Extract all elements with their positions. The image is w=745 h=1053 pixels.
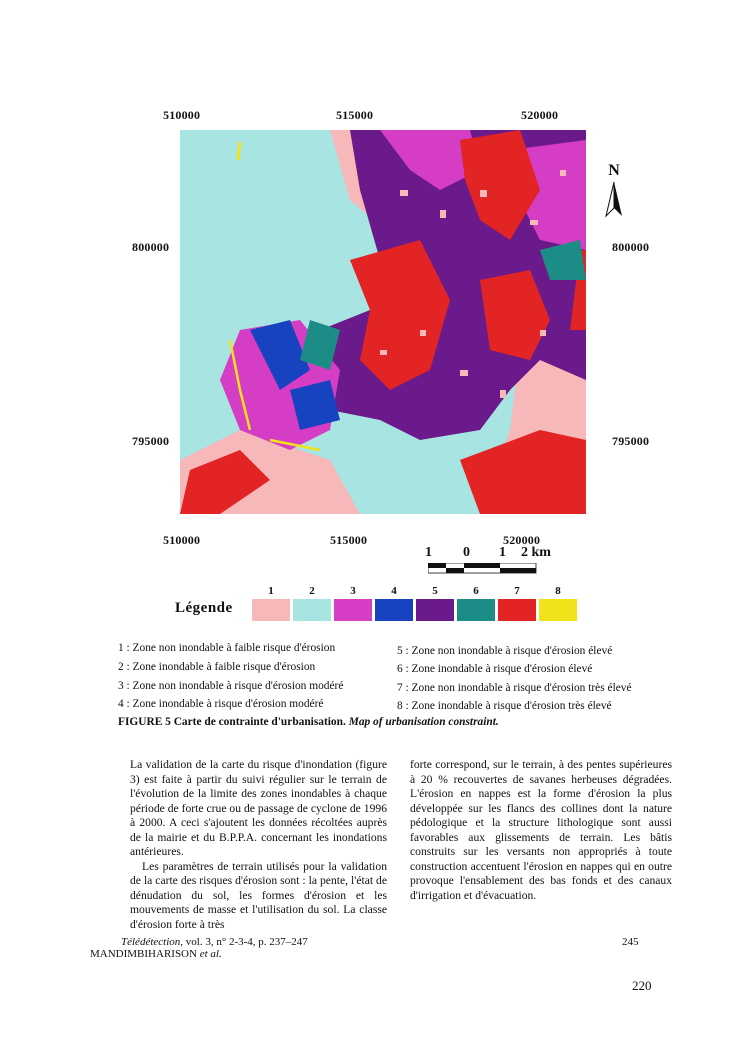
- map-graphic: [180, 130, 586, 514]
- map-right-y-label-2: 795000: [612, 434, 650, 448]
- text-column-right: [410, 758, 672, 903]
- north-arrow-graphic: [600, 180, 628, 220]
- legend-num-6: 6: [473, 585, 479, 597]
- right-paragraph-1: forte correspond, sur le terrain, à des pentes supérieures à 20 % recouvertes de savanes herbeuses dégradées. L'érosion en nappes est la forme d'érosion la plus développée sur les flancs des collines dont la nature pédologique et la structure lithologique sont aussi favorables aux glissements de terrain. Les bâtis construits sur les versants non appropriés à toute construction accentuent l'érosion en nappes qui en outre provoque l'ensablement des bas fonds et des canaux d'irrigation et d'évacuation.: [410, 758, 672, 902]
- map-top-x-label-2: 515000: [336, 108, 374, 122]
- map-top-x-label-3: 520000: [521, 108, 559, 122]
- legend-title: Légende: [175, 600, 233, 616]
- legend-num-3: 3: [350, 585, 356, 597]
- legend-num-7: 7: [514, 585, 520, 597]
- legend-item-6: 6 : Zone inondable à risque d'érosion élevé: [397, 663, 593, 675]
- map-right-y-label-1: 800000: [612, 240, 650, 254]
- legend-num-2: 2: [309, 585, 315, 597]
- legend-item-1: 1 : Zone non inondable à faible risque d'érosion: [118, 642, 336, 654]
- legend-swatch-3: [334, 599, 372, 621]
- map-left-y-label-2: 795000: [132, 434, 170, 448]
- legend-item-4: 4 : Zone inondable à risque d'érosion modéré: [118, 698, 324, 710]
- legend-swatch-4: [375, 599, 413, 621]
- legend-num-1: 1: [268, 585, 274, 597]
- map-bottom-x-label-3: 520000: [503, 533, 541, 547]
- legend-num-5: 5: [432, 585, 438, 597]
- journal-reference: [121, 936, 308, 948]
- legend-swatches: [252, 585, 582, 625]
- legend-swatch-2: [293, 599, 331, 621]
- journal-name: Télédétection: [121, 936, 181, 948]
- scale-label-1b: 1: [499, 545, 506, 560]
- figure-caption: [118, 716, 499, 728]
- scale-bar: [425, 545, 565, 577]
- map-top-x-label-1: 510000: [163, 108, 201, 122]
- author-etal: et al.: [196, 948, 222, 960]
- legend-item-7: 7 : Zone non inondable à risque d'érosion très élevé: [397, 682, 632, 694]
- scale-label-0: 0: [463, 545, 470, 560]
- text-column-left: [130, 758, 387, 932]
- journal-page-number: 245: [622, 936, 639, 948]
- map-bottom-x-label-2: 515000: [330, 533, 368, 547]
- left-paragraph-2: Les paramètres de terrain utilisés pour la validation de la carte des risques d'érosion sont : la pente, l'état de dénudation du sol, les formes d'érosion et les mouvements de masse et l'utilisation du sol. La classe d'érosion forte à très: [130, 859, 387, 931]
- map-bottom-x-label-1: 510000: [163, 533, 201, 547]
- legend-item-8: 8 : Zone inondable à risque d'érosion très élevé: [397, 700, 612, 712]
- author-name: MANDIMBIHARISON: [90, 948, 197, 960]
- legend-item-2: 2 : Zone inondable à faible risque d'érosion: [118, 661, 316, 673]
- journal-details: , vol. 3, n° 2-3-4, p. 237–247: [180, 936, 308, 948]
- caption-english: Map of urbanisation constraint.: [348, 716, 499, 728]
- caption-french: FIGURE 5 Carte de contrainte d'urbanisation.: [118, 716, 346, 728]
- legend-item-5: 5 : Zone non inondable à risque d'érosion élevé: [397, 645, 613, 657]
- map-left-y-label-1: 800000: [132, 240, 170, 254]
- urbanisation-constraint-map: [180, 130, 586, 514]
- page-number: 220: [632, 978, 652, 993]
- legend-num-4: 4: [391, 585, 397, 597]
- scale-label-1: 1: [425, 545, 432, 560]
- legend-swatch-8: [539, 599, 577, 621]
- north-label: N: [608, 162, 620, 179]
- legend-swatch-6: [457, 599, 495, 621]
- scale-label-2km: 2 km: [521, 545, 551, 560]
- left-paragraph-1: La validation de la carte du risque d'inondation (figure 3) est faite à partir du suivi régulier sur le terrain de l'évolution de la limite des zones inondables à chaque période de forte crue ou de passage de cyclone de 1996 à 2000. A ceci s'ajoutent les données récoltées auprès de la mairie et du B.P.P.A. concernant les inondations antérieures.: [130, 758, 387, 858]
- legend-swatch-1: [252, 599, 290, 621]
- legend-num-8: 8: [555, 585, 561, 597]
- legend-item-3: 3 : Zone non inondable à risque d'érosion modéré: [118, 680, 344, 692]
- scale-bar-graphic: [428, 563, 540, 575]
- legend-swatch-7: [498, 599, 536, 621]
- north-arrow-icon: [600, 162, 628, 222]
- legend-swatch-5: [416, 599, 454, 621]
- author-line: [90, 948, 222, 960]
